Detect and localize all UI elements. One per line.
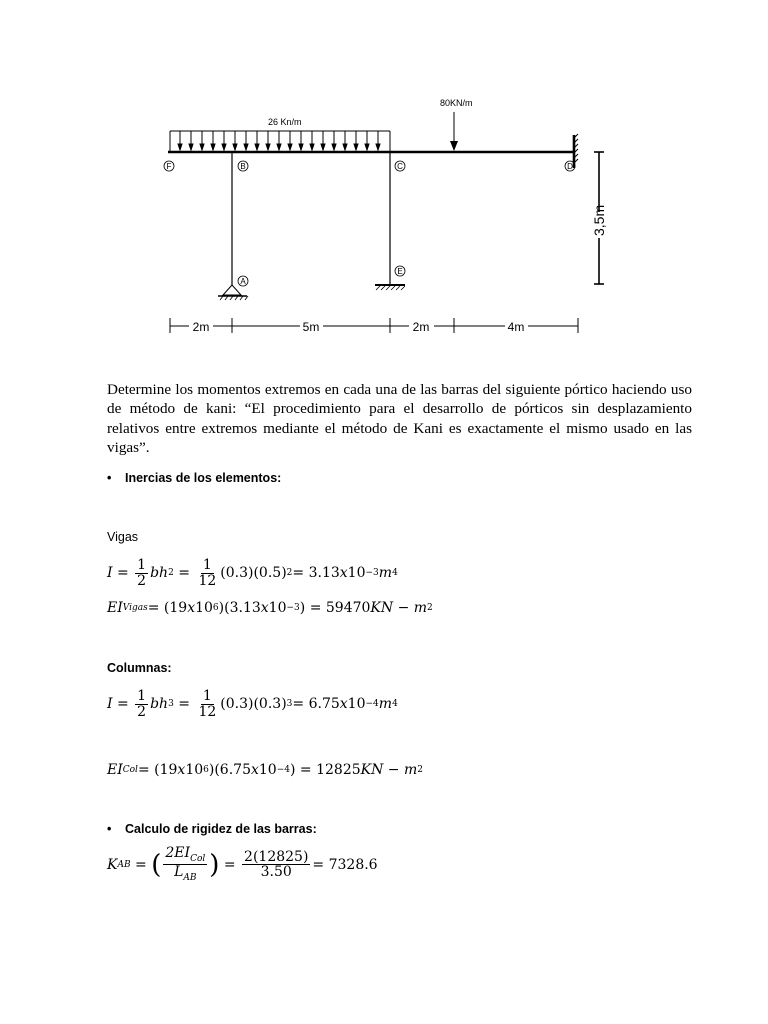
load-arrowhead <box>299 144 303 150</box>
load-arrowhead <box>277 144 281 150</box>
dim-label-2: 5m <box>302 320 320 334</box>
fixed-support-e <box>375 285 405 290</box>
vigas-ei-equation: EI Vigas = (19 x 10 6 )(3.13 x 10 −3 ) = 59470 KN − m 2 <box>107 600 433 616</box>
bullet-rigidez <box>107 822 317 836</box>
load-arrowhead <box>321 144 325 150</box>
point-load-label: 80KN/m <box>440 98 473 108</box>
node-label-e <box>395 266 405 276</box>
columnas-inertia-equation: I = $\frac{1}{2}$ bh 3 = $\frac{1}{12}$ (0.3)(0.3) 3 = 6.75 x 10 −4 m 4 <box>107 688 398 720</box>
load-arrowhead <box>178 144 182 150</box>
node-label-f <box>164 161 174 171</box>
distributed-load-label: 26 Kn/m <box>268 117 302 127</box>
load-arrowhead <box>244 144 248 150</box>
node-label-b <box>238 161 248 171</box>
pin-support-a <box>218 285 248 300</box>
distributed-load <box>170 131 390 152</box>
node-label-c <box>395 161 405 171</box>
load-arrowhead <box>200 144 204 150</box>
load-arrowhead <box>343 144 347 150</box>
height-dimension-label: 3,5m <box>591 204 607 236</box>
columnas-ei-equation: EI Col = (19 x 10 6 )(6.75 x 10 −4 ) = 12825 KN − m 2 <box>107 762 423 778</box>
load-arrowhead <box>211 144 215 150</box>
dim-label-3: 2m <box>412 320 430 334</box>
problem-statement: Determine los momentos extremos en cada una de las barras del siguiente pórtico haciendo uso de método de kani: “El procedimiento para el desarrollo de pórticos sin desplazamiento relativos entre extremos mediante el método de Kani es exactamente el mismo usado en las vigas”. <box>107 381 692 456</box>
columnas-heading: Columnas: <box>107 661 172 675</box>
point-load-arrowhead <box>450 141 458 151</box>
load-arrowhead <box>376 144 380 150</box>
bullet-dot: • <box>107 822 112 836</box>
dim-label-1: 2m <box>192 320 210 334</box>
vigas-inertia-equation: I = $\frac{1}{2}$ bh 2 = $\frac{1}{12}$ (0.3)(0.5) 2 = 3.13 x 10 −3 m 4 <box>107 557 398 589</box>
vigas-heading: Vigas <box>107 530 139 544</box>
dim-label-4: 4m <box>507 320 525 334</box>
load-arrowhead <box>222 144 226 150</box>
bullet-dot: • <box>107 471 112 485</box>
load-arrowhead <box>332 144 336 150</box>
load-arrowhead <box>288 144 292 150</box>
rigidez-equation: K AB = ( $\frac{2EI_{Col}}{L_{AB}}$ ) = $\frac{2(12825)}{3.50}$ = 7328.6 <box>107 845 378 884</box>
load-arrowhead <box>365 144 369 150</box>
load-arrowhead <box>266 144 270 150</box>
load-arrowhead <box>255 144 259 150</box>
bullet-inercias <box>107 471 281 485</box>
svg-text:A: A <box>240 277 246 286</box>
bullet-inercias-label: Inercias de los elementos: <box>125 471 282 485</box>
load-arrowhead <box>189 144 193 150</box>
svg-text:C: C <box>397 162 403 171</box>
svg-text:F: F <box>166 162 172 171</box>
node-label-a <box>238 276 248 286</box>
load-arrowhead <box>310 144 314 150</box>
svg-text:B: B <box>240 162 246 171</box>
bullet-rigidez-label: Calculo de rigidez de las barras: <box>125 822 317 836</box>
svg-text:E: E <box>397 267 403 276</box>
svg-text:D: D <box>567 162 573 171</box>
load-arrowhead <box>354 144 358 150</box>
portico-diagram <box>0 0 768 350</box>
load-arrowhead <box>233 144 237 150</box>
